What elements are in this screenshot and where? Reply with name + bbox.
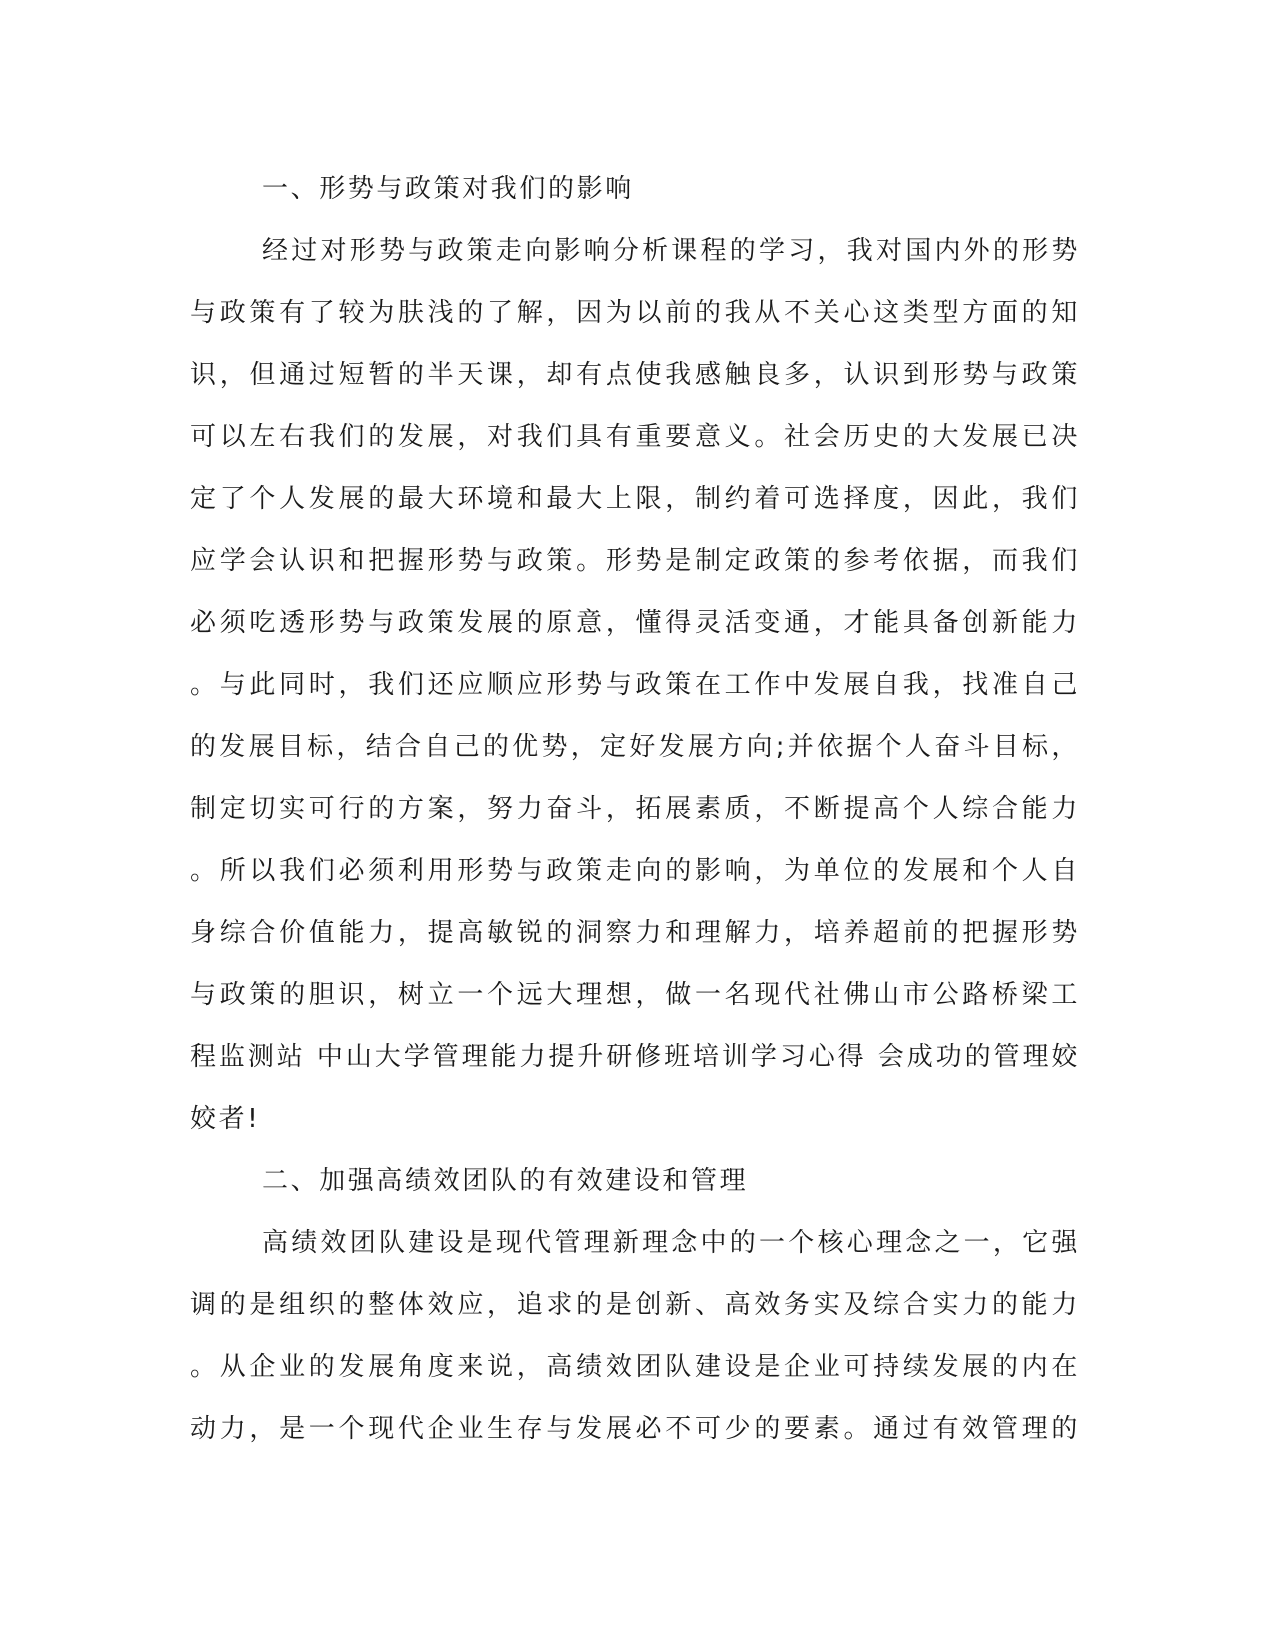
paragraph-line: 必须吃透形势与政策发展的原意，懂得灵活变通，才能具备创新能力 <box>190 608 1080 638</box>
paragraph-line: 调的是组织的整体效应，追求的是创新、高效务实及综合实力的能力 <box>190 1290 1080 1320</box>
paragraph-line: 可以左右我们的发展，对我们具有重要意义。社会历史的大发展已决 <box>190 422 1080 452</box>
paragraph-line: 程监测站 中山大学管理能力提升研修班培训学习心得 会成功的管理姣 <box>190 1042 1080 1072</box>
paragraph-line: 识，但通过短暂的半天课，却有点使我感触良多，认识到形势与政策 <box>190 360 1080 390</box>
paragraph-line: 姣者! <box>190 1104 261 1134</box>
paragraph-line: 与政策的胆识，树立一个远大理想，做一名现代社佛山市公路桥梁工 <box>190 980 1080 1010</box>
paragraph-line: 动力，是一个现代企业生存与发展必不可少的要素。通过有效管理的 <box>190 1414 1080 1444</box>
paragraph-line: 。与此同时，我们还应顺应形势与政策在工作中发展自我，找准自己 <box>190 670 1080 700</box>
paragraph-line: 的发展目标，结合自己的优势，定好发展方向;并依据个人奋斗目标， <box>190 732 1080 762</box>
paragraph-line: 应学会认识和把握形势与政策。形势是制定政策的参考依据，而我们 <box>190 546 1080 576</box>
paragraph-line: 与政策有了较为肤浅的了解，因为以前的我从不关心这类型方面的知 <box>190 298 1080 328</box>
paragraph-line: 。所以我们必须利用形势与政策走向的影响，为单位的发展和个人自 <box>190 856 1080 886</box>
paragraph-line: 。从企业的发展角度来说，高绩效团队建设是企业可持续发展的内在 <box>190 1352 1080 1382</box>
paragraph-line: 定了个人发展的最大环境和最大上限，制约着可选择度，因此，我们 <box>190 484 1080 514</box>
heading-section-2: 二、加强高绩效团队的有效建设和管理 <box>262 1166 749 1196</box>
document-body <box>190 158 1080 1460</box>
paragraph-line: 经过对形势与政策走向影响分析课程的学习，我对国内外的形势 <box>262 236 1080 266</box>
paragraph-line: 高绩效团队建设是现代管理新理念中的一个核心理念之一，它强 <box>262 1228 1080 1258</box>
paragraph-line: 身综合价值能力，提高敏锐的洞察力和理解力，培养超前的把握形势 <box>190 918 1080 948</box>
heading-section-1: 一、形势与政策对我们的影响 <box>262 174 634 204</box>
paragraph-line: 制定切实可行的方案，努力奋斗，拓展素质，不断提高个人综合能力 <box>190 794 1080 824</box>
